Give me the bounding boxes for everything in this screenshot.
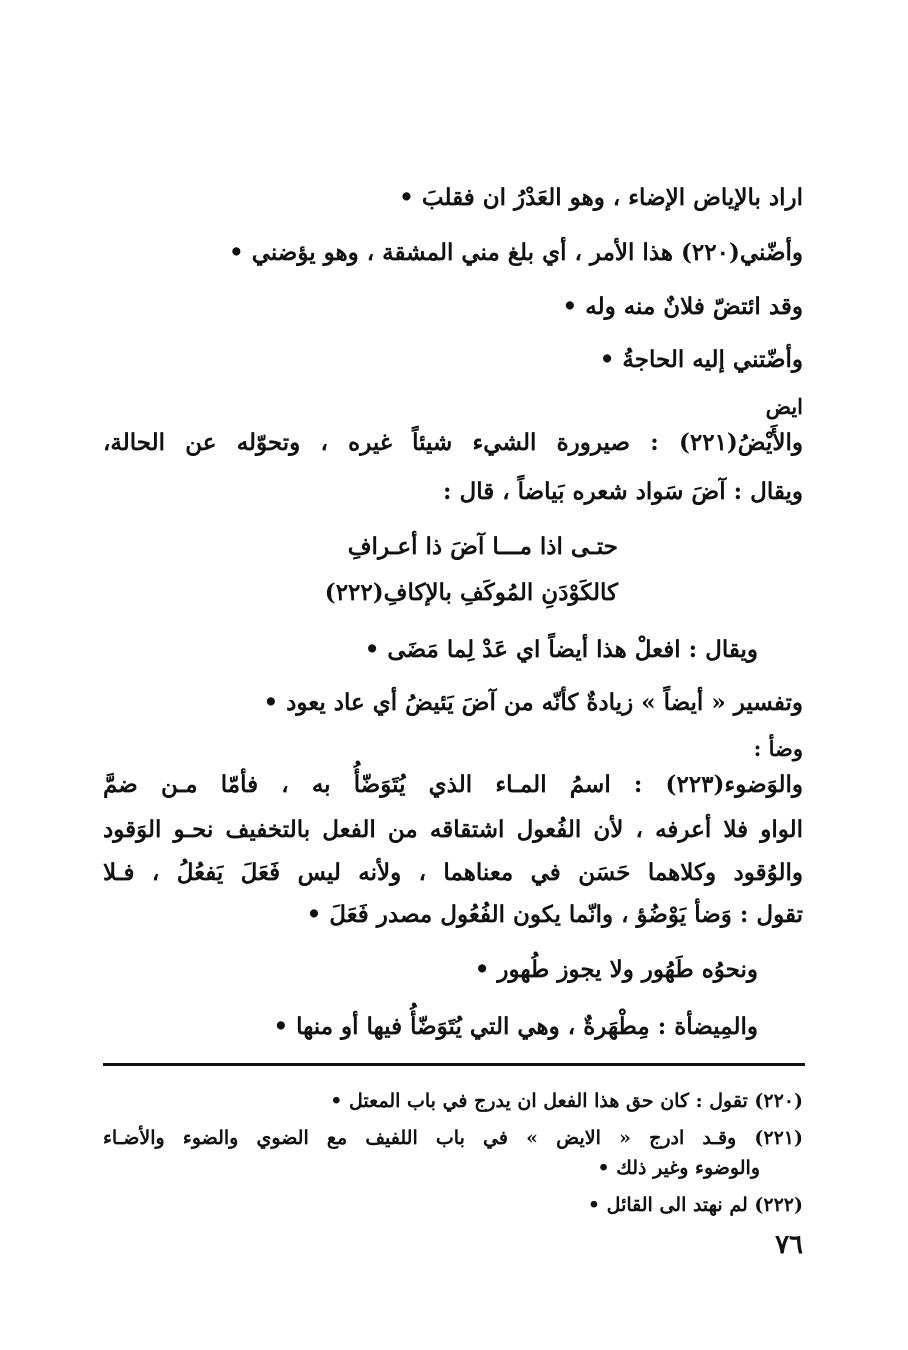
text-line: تقول : وَضأ يَوْضُؤ ، وانّما يكون الفُعُول مصدر فَعَلَ •	[306, 901, 803, 928]
page-number: ٧٦	[775, 1230, 803, 1260]
text-line: والوُقود وكلاهما حَسَن في معناهما ، ولأنه ليس فَعَلَ يَفعُلُ ، فـلا	[103, 859, 803, 886]
text-line: والأَيْضُ(٢٢١) : صيرورة الشيء شيئاً غيره ، وتحوّله عن الحالة،	[103, 429, 803, 456]
text-line: والوَضوء(٢٢٣) : اسمُ المـاء الذي يُتَوَضّأُ به ، فأمّا مـن ضمَّ	[103, 771, 803, 798]
text-line: ويقال : آضَ سَواد شعره بَياضاً ، قال :	[442, 478, 803, 505]
text-line: الواو فلا أعرفه ، لأن الفُعول اشتقاقه من الفعل بالتخفيف نحـو الوَقود	[103, 816, 803, 843]
text-line: ويقال : افعلْ هذا أيضاً اي عَدْ لِما مَضَى •	[364, 636, 758, 663]
text-line: اراد بالإياض الإضاء ، وهو العَدْرُ ان فقلبَ •	[399, 184, 803, 211]
footnote-continuation: والوضوء وغير ذلك •	[597, 1157, 760, 1179]
text-line: وقد ائتضّ فلانٌ منه وله •	[562, 293, 803, 320]
footnote-divider	[103, 1063, 805, 1066]
text-line: ونحوُه طَهُور ولا يجوز طُهور •	[474, 956, 758, 983]
text-line: وأضّتني إليه الحاجةُ •	[599, 346, 803, 373]
entry-heading: وضأ :	[753, 736, 803, 761]
text-line: وأضّني(٢٢٠) هذا الأمر ، أي بلغ مني المشقة ، وهو يؤضني •	[228, 239, 803, 266]
footnote: (٢٢١) وقـد ادرج « الايض » في باب اللفيف مع الضوي والضوء والأضـاء	[103, 1127, 803, 1149]
verse-line: حتـى اذا مـــا آضَ ذا أعـرافِ	[347, 533, 618, 560]
entry-heading: ايض	[765, 394, 803, 419]
text-line: وتفسير « أيضاً » زيادةٌ كأنّه من آضَ يَئيضُ أي عاد يعود •	[263, 689, 803, 716]
verse-line: كالكَوْدَنِ المُوكَفِ بالإكافِ(٢٢٢)	[324, 579, 618, 606]
footnote: (٢٢٠) تقول : كان حق هذا الفعل ان يدرج في باب المعتل •	[330, 1090, 803, 1112]
text-line: والمِيضأة : مِطْهَرةٌ ، وهي التي يُتَوَضّأُ فيها أو منها •	[273, 1013, 758, 1040]
footnote: (٢٢٢) لم نهتد الى القائل •	[587, 1194, 803, 1216]
